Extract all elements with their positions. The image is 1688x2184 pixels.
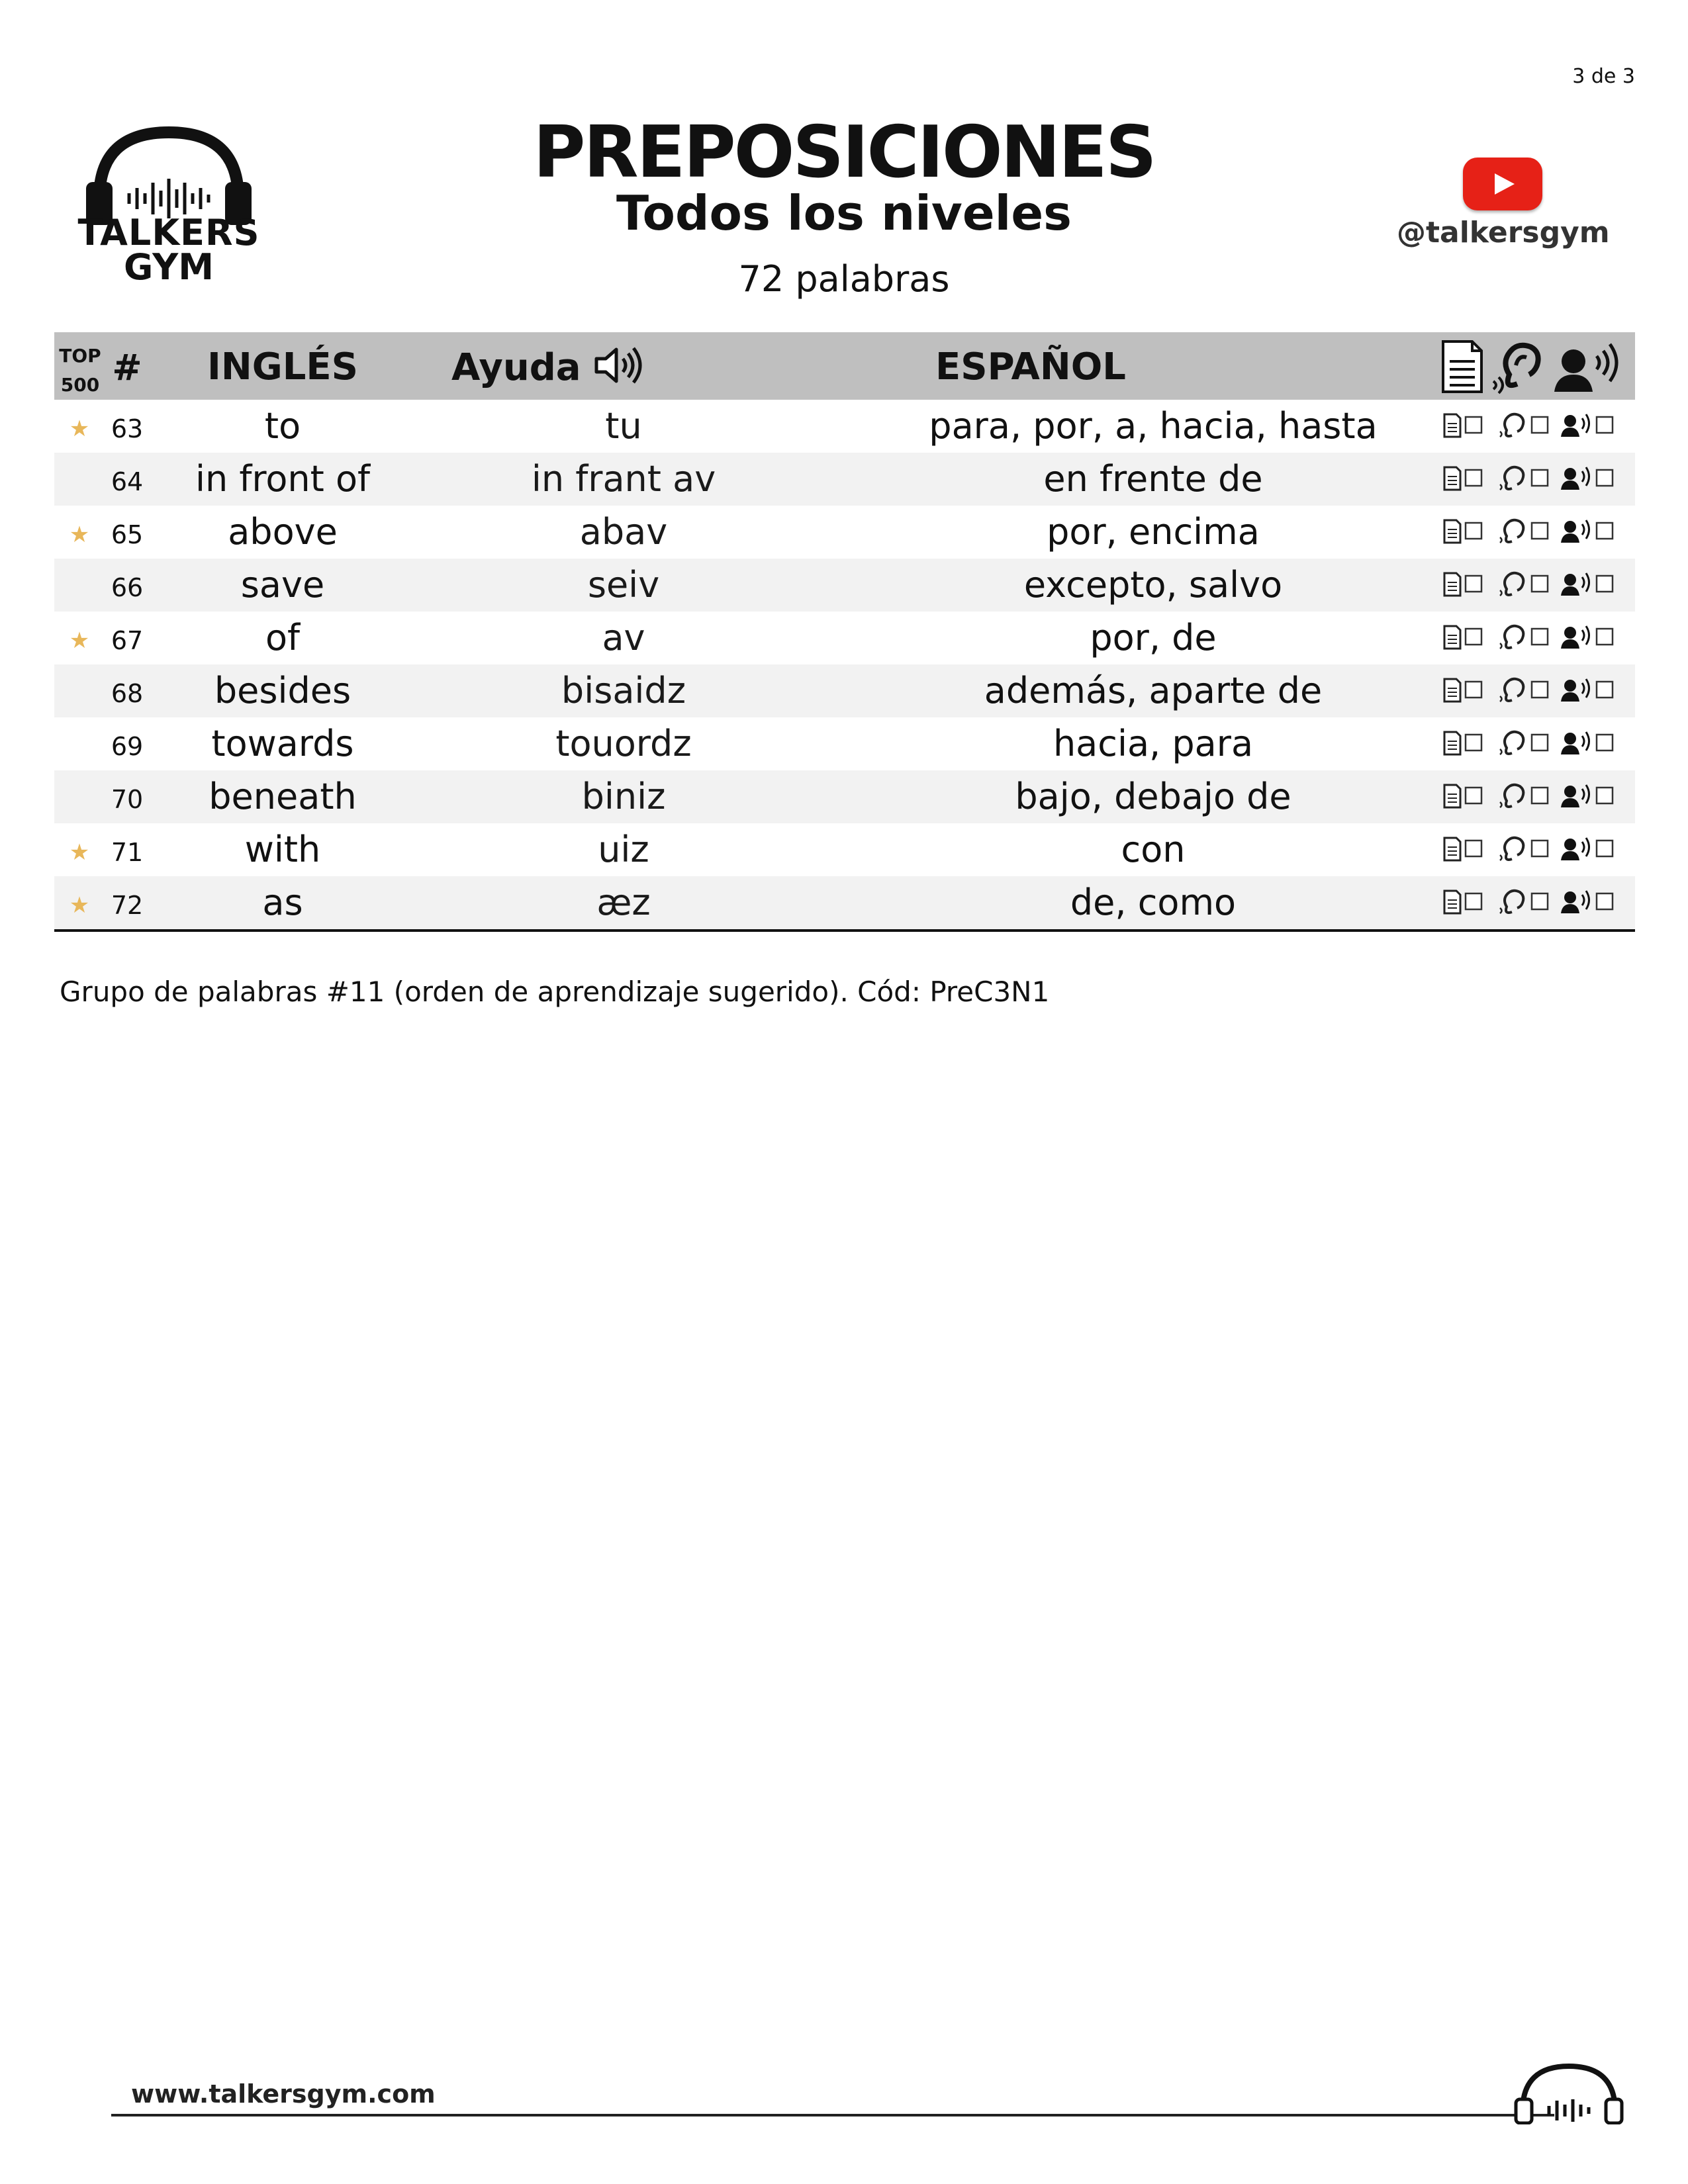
- read-checkbox[interactable]: [1466, 629, 1481, 645]
- row-number: 70: [111, 785, 144, 814]
- listen-icon: [1493, 345, 1538, 393]
- table-row: [54, 664, 1635, 717]
- spanish-translation: bajo, debajo de: [1015, 776, 1291, 817]
- row-number: 64: [111, 467, 144, 496]
- table-row: [54, 876, 1635, 929]
- speak-person-icon: [1561, 467, 1589, 490]
- top500-star-icon: ★: [69, 892, 90, 919]
- pronunciation-help: abav: [579, 511, 668, 553]
- row-number: 68: [111, 679, 144, 708]
- row-number: 69: [111, 732, 144, 761]
- pronunciation-help: biniz: [581, 776, 666, 817]
- listen-checkbox[interactable]: [1532, 523, 1548, 539]
- table-row: [54, 559, 1635, 612]
- pronunciation-help: tu: [605, 405, 642, 447]
- header-english: INGLÉS: [207, 345, 358, 388]
- pronunciation-help: av: [602, 617, 645, 659]
- footer-website-link[interactable]: www.talkersgym.com: [131, 2079, 436, 2109]
- practice-checkboxes: [1438, 506, 1630, 559]
- pronunciation-help: in frant av: [531, 458, 716, 500]
- listen-ear-icon: [1500, 679, 1523, 702]
- english-word: above: [228, 511, 338, 553]
- speak-person-icon: [1561, 520, 1589, 543]
- speak-person-icon: [1561, 838, 1589, 860]
- page-subtitle: Todos los niveles: [616, 185, 1072, 241]
- row-number: 66: [111, 573, 144, 602]
- listen-ear-icon: [1500, 732, 1523, 754]
- header-top500: [58, 341, 102, 400]
- spanish-translation: en frente de: [1043, 458, 1263, 500]
- row-number: 71: [111, 838, 144, 867]
- english-word: towards: [211, 723, 354, 764]
- table-header: [54, 332, 1635, 400]
- speak-person-icon: [1561, 573, 1589, 596]
- speak-person-icon: [1561, 732, 1589, 754]
- read-checkbox[interactable]: [1466, 470, 1481, 486]
- listen-checkbox[interactable]: [1532, 735, 1548, 751]
- english-word: besides: [214, 670, 352, 711]
- spanish-translation: de, como: [1070, 882, 1237, 923]
- read-checkbox[interactable]: [1466, 788, 1481, 803]
- read-document-icon: [1444, 679, 1460, 702]
- english-word: beneath: [209, 776, 357, 817]
- header-500-label: 500: [60, 374, 100, 396]
- row-number: 65: [111, 520, 144, 549]
- read-document-icon: [1444, 732, 1460, 754]
- spanish-translation: con: [1121, 829, 1186, 870]
- speak-checkbox[interactable]: [1597, 788, 1613, 803]
- listen-checkbox[interactable]: [1532, 470, 1548, 486]
- listen-ear-icon: [1500, 785, 1523, 807]
- speak-person-icon: [1561, 414, 1589, 437]
- youtube-channel-link[interactable]: [1397, 152, 1675, 258]
- practice-checkboxes: [1438, 559, 1630, 612]
- header-help: [451, 345, 650, 389]
- practice-checkboxes: [1438, 770, 1630, 823]
- speak-checkbox[interactable]: [1597, 470, 1613, 486]
- speak-checkbox[interactable]: [1597, 735, 1613, 751]
- top500-star-icon: ★: [69, 416, 90, 442]
- read-document-icon: [1444, 838, 1460, 860]
- header-spanish: ESPAÑOL: [935, 345, 1126, 388]
- vocabulary-table: [54, 332, 1635, 929]
- speak-checkbox[interactable]: [1597, 523, 1613, 539]
- read-checkbox[interactable]: [1466, 523, 1481, 539]
- header-top-label: TOP: [59, 345, 101, 367]
- table-row: [54, 823, 1635, 876]
- row-number: 67: [111, 626, 144, 655]
- listen-checkbox[interactable]: [1532, 576, 1548, 592]
- pronunciation-help: uiz: [598, 829, 649, 870]
- practice-checkboxes: [1438, 876, 1630, 929]
- speak-person-icon: [1561, 785, 1589, 807]
- spanish-translation: por, de: [1090, 617, 1217, 659]
- listen-checkbox[interactable]: [1532, 629, 1548, 645]
- youtube-handle: @talkersgym: [1397, 216, 1610, 250]
- page-number: 3 de 3: [1572, 65, 1635, 88]
- listen-ear-icon: [1500, 838, 1523, 860]
- row-number: 72: [111, 891, 144, 920]
- read-checkbox[interactable]: [1466, 893, 1481, 909]
- table-body: [54, 400, 1635, 929]
- listen-ear-icon: [1500, 573, 1523, 596]
- listen-checkbox[interactable]: [1532, 788, 1548, 803]
- english-word: save: [240, 564, 325, 606]
- spanish-translation: además, aparte de: [984, 670, 1323, 711]
- header-help-label: Ayuda: [451, 346, 581, 389]
- footer-headphones-logo: [1509, 2058, 1628, 2124]
- table-row: [54, 717, 1635, 770]
- logo-text-gym: GYM: [124, 246, 214, 288]
- english-word: as: [262, 882, 303, 923]
- spanish-translation: por, encima: [1047, 511, 1260, 553]
- pronunciation-help: seiv: [587, 564, 660, 606]
- speak-checkbox[interactable]: [1597, 682, 1613, 698]
- listen-checkbox[interactable]: [1532, 893, 1548, 909]
- speak-checkbox[interactable]: [1597, 417, 1613, 433]
- speak-icon: [1554, 344, 1617, 392]
- speak-person-icon: [1561, 891, 1589, 913]
- header-practice-icons: [1438, 338, 1630, 396]
- group-note: Grupo de palabras #11 (orden de aprendizaje sugerido). Cód: PreC3N1: [60, 976, 1050, 1008]
- read-document-icon: [1444, 785, 1460, 807]
- top500-star-icon: ★: [69, 522, 90, 548]
- listen-ear-icon: [1500, 626, 1523, 649]
- speak-person-icon: [1561, 679, 1589, 702]
- listen-checkbox[interactable]: [1532, 682, 1548, 698]
- footer-divider: [111, 2114, 1554, 2116]
- practice-checkboxes: [1438, 453, 1630, 506]
- speak-checkbox[interactable]: [1597, 629, 1613, 645]
- table-row: [54, 612, 1635, 664]
- read-document-icon: [1444, 626, 1460, 649]
- speak-person-icon: [1561, 626, 1589, 649]
- read-document-icon: [1444, 414, 1460, 437]
- pronunciation-help: æz: [596, 882, 651, 923]
- table-row: [54, 506, 1635, 559]
- practice-checkboxes: [1438, 612, 1630, 664]
- listen-ear-icon: [1500, 520, 1523, 543]
- listen-checkbox[interactable]: [1532, 417, 1548, 433]
- speak-checkbox[interactable]: [1597, 841, 1613, 856]
- read-document-icon: [1444, 467, 1460, 490]
- english-word: to: [264, 405, 301, 447]
- spanish-translation: para, por, a, hacia, hasta: [929, 405, 1378, 447]
- read-document-icon: [1444, 520, 1460, 543]
- table-row: [54, 453, 1635, 506]
- header-number: #: [112, 347, 142, 388]
- english-word: in front of: [195, 458, 371, 500]
- speaker-icon: [594, 345, 647, 385]
- table-row: [54, 770, 1635, 823]
- practice-checkboxes: [1438, 823, 1630, 876]
- word-count: 72 palabras: [738, 258, 950, 300]
- read-checkbox[interactable]: [1466, 576, 1481, 592]
- speak-checkbox[interactable]: [1597, 576, 1613, 592]
- read-checkbox[interactable]: [1466, 735, 1481, 751]
- english-word: with: [244, 829, 321, 870]
- youtube-icon: [1463, 158, 1542, 210]
- spanish-translation: hacia, para: [1053, 723, 1254, 764]
- table-row: [54, 400, 1635, 453]
- read-document-icon: [1444, 573, 1460, 596]
- document-icon: [1443, 341, 1481, 392]
- listen-checkbox[interactable]: [1532, 841, 1548, 856]
- spanish-translation: excepto, salvo: [1023, 564, 1283, 606]
- pronunciation-help: bisaidz: [561, 670, 686, 711]
- listen-ear-icon: [1500, 891, 1523, 913]
- top500-star-icon: ★: [69, 839, 90, 866]
- listen-ear-icon: [1500, 467, 1523, 490]
- listen-ear-icon: [1500, 414, 1523, 437]
- read-checkbox[interactable]: [1466, 841, 1481, 856]
- table-bottom-rule: [54, 929, 1635, 932]
- page-title: PREPOSICIONES: [533, 111, 1155, 194]
- practice-checkboxes: [1438, 717, 1630, 770]
- logo-text-talkers: TALKERS: [77, 212, 260, 253]
- english-word: of: [265, 617, 301, 659]
- practice-checkboxes: [1438, 664, 1630, 717]
- top500-star-icon: ★: [69, 627, 90, 654]
- header-icons: [1438, 338, 1630, 396]
- pronunciation-help: touordz: [555, 723, 692, 764]
- read-checkbox[interactable]: [1466, 417, 1481, 433]
- speak-checkbox[interactable]: [1597, 893, 1613, 909]
- read-document-icon: [1444, 891, 1460, 913]
- practice-checkboxes: [1438, 400, 1630, 453]
- read-checkbox[interactable]: [1466, 682, 1481, 698]
- row-number: 63: [111, 414, 144, 443]
